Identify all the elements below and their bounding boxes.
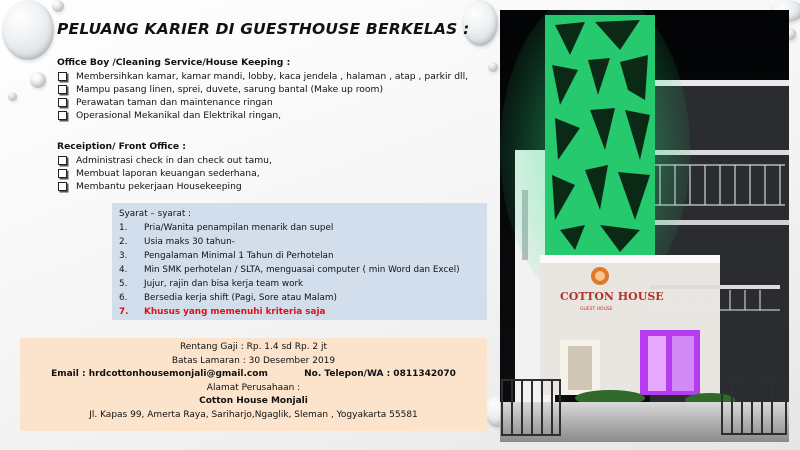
cotton-house-sign-subtitle: GUEST HOUSE [580,307,613,312]
list-item: Perawatan taman dan maintenance ringan [57,96,468,109]
list-item-highlight: 7. Khusus yang memenuhi kriteria saja [119,307,326,317]
contact-row [20,368,487,382]
company-address: Jl. Kapas 99, Amerta Raya, Sariharjo,Ngaglik, Sleman , Yogyakarta 55581 [89,409,418,420]
water-drop-decoration [2,0,54,60]
water-drop-decoration [30,72,46,88]
email-text: Email : hrdcottonhousemonjali@gmail.com [51,369,268,380]
checkbox-bullet-icon [58,169,67,178]
water-drop-decoration [8,92,17,101]
company-name: Cotton House Monjali [199,396,308,407]
reception-heading: Receiption/ Front Office : [57,141,186,152]
page-title: PELUANG KARIER DI GUESTHOUSE BERKELAS : [57,20,470,38]
info-box [20,338,487,431]
checkbox-bullet-icon [58,72,67,81]
salary-range: Rentang Gaji : Rp. 1.4 sd Rp. 2 jt [179,342,328,352]
requirements-list [119,221,487,319]
guesthouse-photo [500,10,789,442]
list-item: Administrasi check in dan check out tamu, [57,154,272,167]
requirements-heading: Syarat – syarat : [119,209,192,219]
list-item: Membantu pekerjaan Housekeeping [57,180,272,193]
list-item: 4. Min SMK perhotelan / SLTA, menguasai computer ( min Word dan Excel) [119,265,460,275]
checkbox-bullet-icon [58,182,67,191]
cotton-house-sign: COTTON HOUSE [560,290,664,303]
list-item: 5. Jujur, rajin dan bisa kerja team work [119,279,304,289]
list-item: 2. Usia maks 30 tahun- [119,237,235,247]
requirements-box [112,203,487,320]
list-item: Membuat laporan keuangan sederhana, [57,167,272,180]
list-item: Operasional Mekanikal dan Elektrikal ringan, [57,109,468,122]
water-drop-decoration [488,62,498,72]
list-item: 6. Bersedia kerja shift (Pagi, Sore atau Malam) [119,293,337,303]
checkbox-bullet-icon [58,98,67,107]
list-item: 3. Pengalaman Minimal 1 Tahun di Perhotelan [119,251,334,261]
checkbox-bullet-icon [58,111,67,120]
reception-section [57,140,272,193]
office-boy-section [57,56,468,122]
checkbox-bullet-icon [58,85,67,94]
application-deadline: Batas Lamaran : 30 Desember 2019 [171,355,336,366]
checkbox-bullet-icon [58,156,67,165]
list-item: Membersihkan kamar, kamar mandi, lobby, kaca jendela , halaman , atap , parkir dll, [57,70,468,83]
reception-list [57,154,272,193]
office-boy-list [57,70,468,122]
phone-text: No. Telepon/WA : 0811342070 [304,369,456,380]
address-label: Alamat Perusahaan : [206,382,301,393]
office-boy-heading: Office Boy /Cleaning Service/House Keeping : [57,57,291,68]
water-drop-decoration [52,0,64,12]
list-item: Mampu pasang linen, sprei, duvete, sarung bantal (Make up room) [57,83,468,96]
list-item: 1. Pria/Wanita penampilan menarik dan supel [119,223,334,233]
